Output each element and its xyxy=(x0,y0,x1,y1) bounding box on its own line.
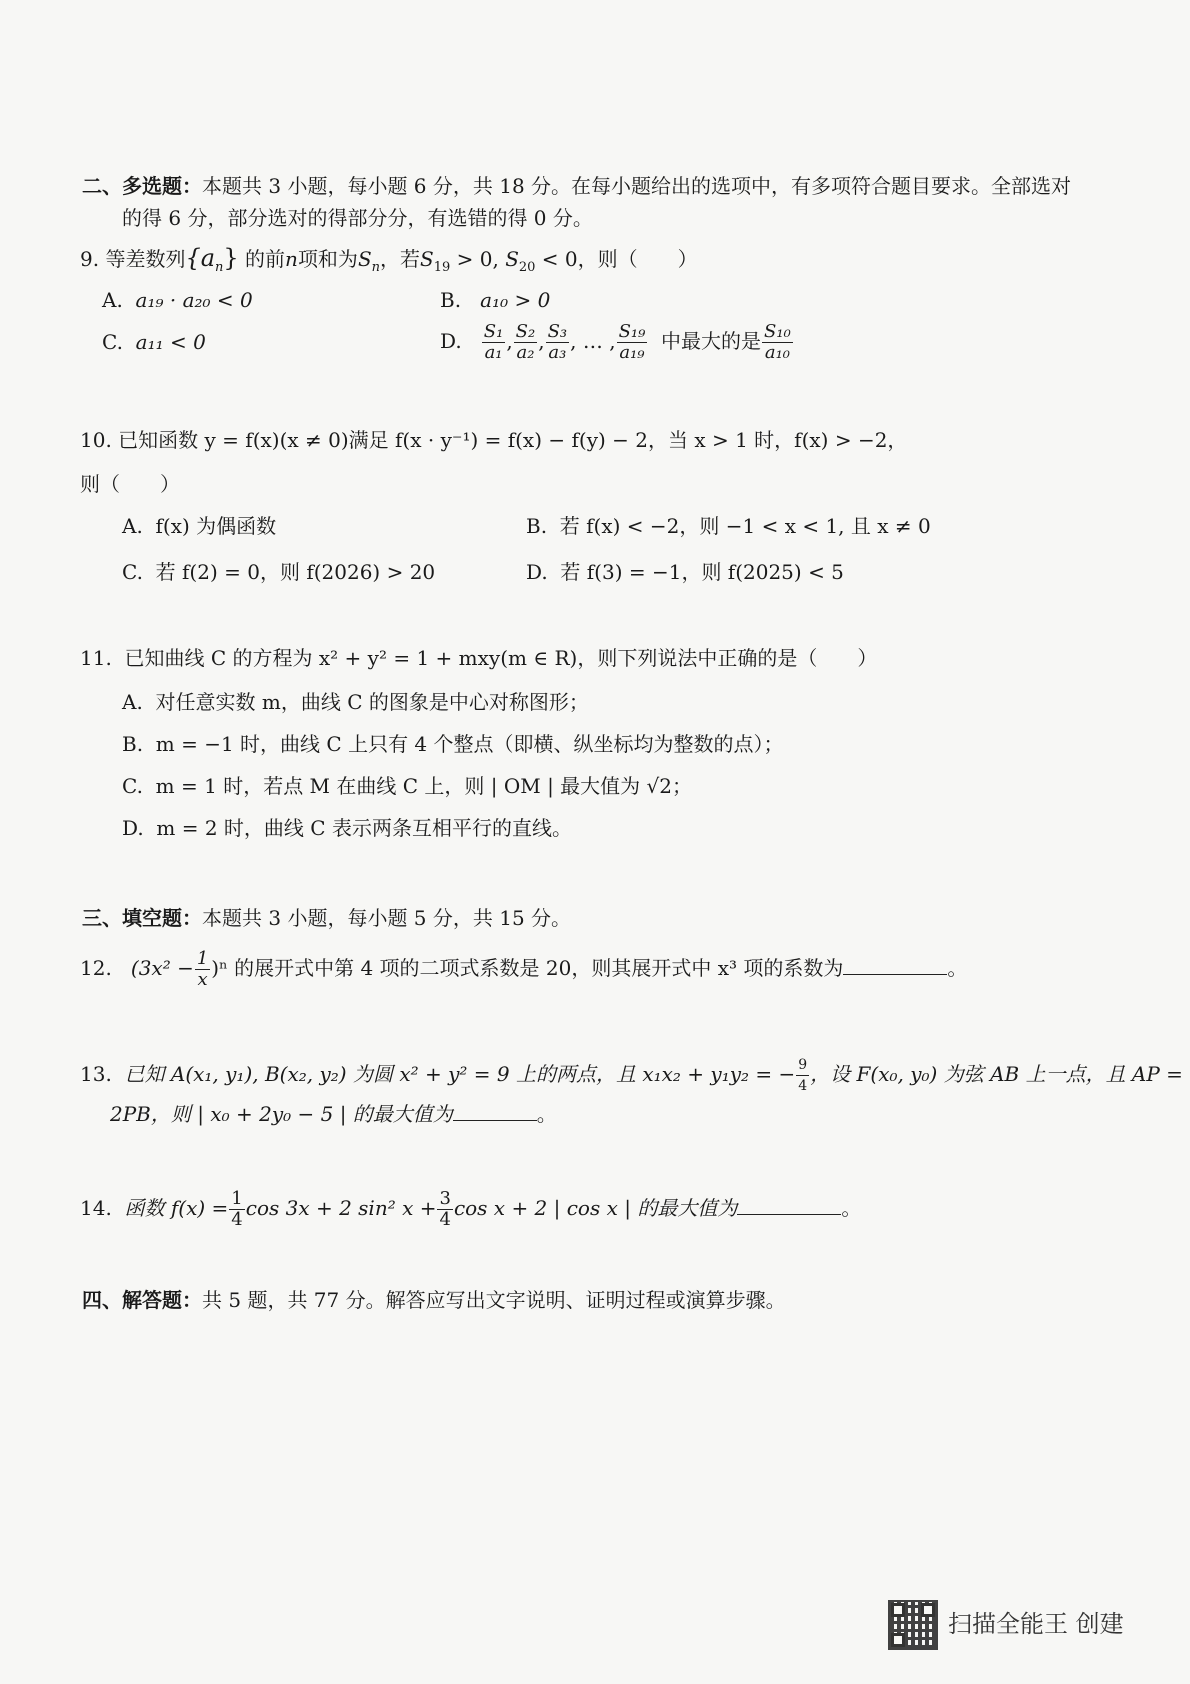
question-13: 13. 已知 A(x₁, y₁), B(x₂, y₂) 为圆 x² + y² = 9 上的两点，且 x₁x₂ + y₁y₂ = − $\frac{9}{4}$ ，设 F(x₀, y₀) 为弦 AB 上一点，且 AP = xyxy=(80,1057,1183,1094)
question-10-stem-line2: 则（ ） xyxy=(80,472,180,496)
answer-blank[interactable] xyxy=(843,954,947,975)
question-12: 12. (3x² − $\frac{1}{x}$ )ⁿ 的展开式中第 4 项的二项式系数是 20，则其展开式中 x³ 项的系数为 。 xyxy=(80,948,968,990)
section-4-heading: 四、解答题： xyxy=(82,1288,202,1312)
fraction: $\frac{1}{4}$ xyxy=(231,1188,243,1230)
question-14: 14. 函数 f(x) = $\frac{1}{4}$ cos 3x + 2 sin² x + $\frac{3}{4}$ cos x + 2 | cos x | 的最大值为 。 xyxy=(80,1188,862,1230)
section-2-heading: 二、多选题： xyxy=(82,174,202,198)
q10-option-a: A. f(x) 为偶函数 xyxy=(122,514,277,538)
question-11-stem: 11. 已知曲线 C 的方程为 x² + y² = 1 + mxy(m ∈ R)，则下列说法中正确的是（ ） xyxy=(80,646,878,670)
fraction: $\frac{\text{S₁₀}}{\text{a₁₀}}$ xyxy=(764,321,791,363)
q11-option-d: D. m = 2 时，曲线 C 表示两条互相平行的直线。 xyxy=(122,816,572,840)
fraction: $\frac{1}{x}$ xyxy=(196,948,209,990)
q11-option-b: B. m = −1 时，曲线 C 上只有 4 个整点（即横、纵坐标均为整数的点）； xyxy=(122,732,784,756)
section-2-text: 本题共 3 小题，每小题 6 分，共 18 分。在每小题给出的选项中，有多项符合题目要求。全部选对 xyxy=(202,174,1072,198)
q11-option-c: C. m = 1 时，若点 M 在曲线 C 上，则 | OM | 最大值为 √2； xyxy=(122,774,693,798)
fraction: $\frac{\text{S₁₉}}{\text{a₁₉}}$ xyxy=(618,321,646,363)
q10-option-c: C. 若 f(2) = 0，则 f(2026) > 20 xyxy=(122,560,436,584)
fraction: $\frac{\text{S₂}}{\text{a₂}}$ xyxy=(515,321,536,363)
section-3-heading: 三、填空题： xyxy=(82,906,202,930)
q11-option-a: A. 对任意实数 m，曲线 C 的图象是中心对称图形； xyxy=(122,690,589,714)
q9-option-c: C. a₁₁ < 0 xyxy=(102,330,206,354)
fraction: $\frac{\text{S₁}}{\text{a₁}}$ xyxy=(483,321,504,363)
question-10-stem: 10. 已知函数 y = f(x)(x ≠ 0)满足 f(x · y⁻¹) = f(x) − f(y) − 2，当 x > 1 时，f(x) > −2， xyxy=(80,428,908,452)
answer-blank[interactable] xyxy=(737,1194,841,1215)
q9-option-b: B. a₁₀ > 0 xyxy=(440,288,551,312)
q10-option-d: D. 若 f(3) = −1，则 f(2025) < 5 xyxy=(526,560,844,584)
watermark-text: 扫描全能王 创建 xyxy=(948,1610,1124,1638)
qr-code-icon xyxy=(888,1600,938,1650)
fraction: $\frac{3}{4}$ xyxy=(439,1188,451,1230)
section-4-header xyxy=(82,1286,786,1314)
question-13-line2: 2PB，则 | x₀ + 2y₀ − 5 | 的最大值为 。 xyxy=(110,1102,557,1126)
answer-blank[interactable] xyxy=(453,1100,537,1121)
section-3-text: 本题共 3 小题，每小题 5 分，共 15 分。 xyxy=(202,906,572,930)
section-2-text-line2: 的得 6 分，部分选对的得部分分，有选错的得 0 分。 xyxy=(122,206,593,230)
q10-option-b: B. 若 f(x) < −2，则 −1 < x < 1, 且 x ≠ 0 xyxy=(526,514,931,538)
q9-option-a: A. a₁₉ · a₂₀ < 0 xyxy=(102,288,253,312)
section-4-text: 共 5 题，共 77 分。解答应写出文字说明、证明过程或演算步骤。 xyxy=(202,1288,786,1312)
fraction: $\frac{\text{S₃}}{\text{a₃}}$ xyxy=(547,321,568,363)
fraction: $\frac{9}{4}$ xyxy=(798,1057,808,1094)
question-9-stem: 9. 等差数列$\{a_n\}$ 的前n项和为$S_n$，若$S_{19} > 0$, $S_{20} < 0$，则（ ） xyxy=(80,244,698,275)
q9-option-d: D. $\frac{\text{S₁}}{\text{a₁}}$ , $\frac{\text{S₂}}{\text{a₂}}$ , $\frac{\text{S₃}}{\text{a₃}}$ , … , $\frac{\text{S₁₉}}{\text{a₁₉}}$ 中最大的是 $\frac{\text{S₁₀}}{\text{a₁₀}}$ xyxy=(440,321,791,363)
section-2-header xyxy=(82,172,1071,200)
section-3-header xyxy=(82,904,571,932)
